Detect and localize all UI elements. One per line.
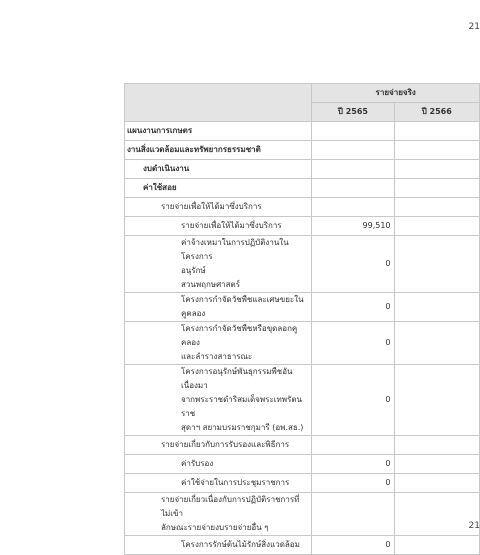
value-2566	[394, 160, 479, 179]
value-2565: 0	[312, 365, 394, 436]
row-label: ค่ารับรอง	[125, 455, 312, 474]
table-row	[125, 217, 480, 236]
value-2566	[394, 179, 479, 198]
value-2566	[394, 293, 479, 322]
table-header-blank	[125, 84, 312, 122]
value-2566	[394, 536, 479, 555]
row-label: แผนงานการเกษตร	[125, 122, 312, 141]
row-label	[125, 493, 312, 536]
table-row	[125, 293, 480, 322]
row-label-line: รายจ่ายเกี่ยวเนื่องกับการปฏิบัติราชการที่ไม่เข้า	[161, 495, 300, 518]
table-row	[125, 536, 480, 555]
value-2566	[394, 198, 479, 217]
row-label: โครงการรักษ์ต้นไม้รักษ์สิ่งแวดล้อม	[125, 536, 312, 555]
table-row	[125, 141, 480, 160]
column-header-2565: ปี 2565	[312, 103, 394, 122]
row-label-line: สุดาฯ สยามบรมราชกุมารี (อพ.สธ.)	[181, 423, 304, 432]
row-label	[125, 322, 312, 365]
value-2566	[394, 122, 479, 141]
value-2566	[394, 322, 479, 365]
group-header-actual-expense: รายจ่ายจริง	[312, 84, 480, 103]
table-row	[125, 179, 480, 198]
table-row	[125, 365, 480, 436]
value-2565: 0	[312, 536, 394, 555]
table-row	[125, 122, 480, 141]
value-2566	[394, 436, 479, 455]
value-2566	[394, 455, 479, 474]
row-label-line: โครงการกำจัดวัชพืชหรือขุดลอกคูคลอง	[181, 324, 298, 347]
value-2566	[394, 493, 479, 536]
row-label	[125, 236, 312, 293]
row-label: รายจ่ายเพื่อให้ได้มาซึ่งบริการ	[125, 198, 312, 217]
page-number-top: 21	[468, 22, 480, 32]
row-label: รายจ่ายเพื่อให้ได้มาซึ่งบริการ	[125, 217, 312, 236]
table-row	[125, 322, 480, 365]
row-label: ค่าใช้สอย	[125, 179, 312, 198]
table-row	[125, 198, 480, 217]
value-2565: 0	[312, 293, 394, 322]
value-2565: 0	[312, 455, 394, 474]
value-2566	[394, 217, 479, 236]
column-header-2566: ปี 2566	[394, 103, 479, 122]
value-2566	[394, 474, 479, 493]
value-2565: 0	[312, 322, 394, 365]
value-2565	[312, 179, 394, 198]
row-label: ค่าใช้จ่ายในการประชุมราชการ	[125, 474, 312, 493]
page-number-bottom: 21	[468, 521, 480, 531]
row-label: งบดำเนินงาน	[125, 160, 312, 179]
value-2565	[312, 493, 394, 536]
value-2566	[394, 365, 479, 436]
row-label-line: ลักษณะรายจ่ายงบรายจ่ายอื่น ๆ	[161, 523, 269, 532]
row-label-line: โครงการอนุรักษ์พันธุกรรมพืชอันเนื่องมา	[181, 367, 293, 390]
budget-table	[124, 83, 480, 555]
row-label: รายจ่ายเกี่ยวกับการรับรองและพิธีการ	[125, 436, 312, 455]
value-2565	[312, 198, 394, 217]
value-2565	[312, 160, 394, 179]
value-2565: 0	[312, 474, 394, 493]
value-2565	[312, 122, 394, 141]
row-label: โครงการกำจัดวัชพืชและเศษขยะในคูคลอง	[125, 293, 312, 322]
row-label	[125, 365, 312, 436]
row-label-line: และลำรางสาธารณะ	[181, 352, 253, 361]
row-label-line: จากพระราชดำริสมเด็จพระเทพรัตนราช	[181, 395, 302, 418]
table-row	[125, 474, 480, 493]
row-label-line: อนุรักษ์	[181, 266, 206, 275]
table-row	[125, 493, 480, 536]
value-2565	[312, 436, 394, 455]
value-2566	[394, 236, 479, 293]
row-label-line: สวนพฤกษศาสตร์	[181, 280, 241, 289]
table-row	[125, 160, 480, 179]
table-row	[125, 455, 480, 474]
value-2565	[312, 141, 394, 160]
row-label-line: ค่าจ้างเหมาในการปฏิบัติงานในโครงการ	[181, 238, 289, 261]
value-2565: 99,510	[312, 217, 394, 236]
table-row	[125, 236, 480, 293]
value-2565: 0	[312, 236, 394, 293]
row-label: งานสิ่งแวดล้อมและทรัพยากรธรรมชาติ	[125, 141, 312, 160]
value-2566	[394, 141, 479, 160]
table-row	[125, 436, 480, 455]
